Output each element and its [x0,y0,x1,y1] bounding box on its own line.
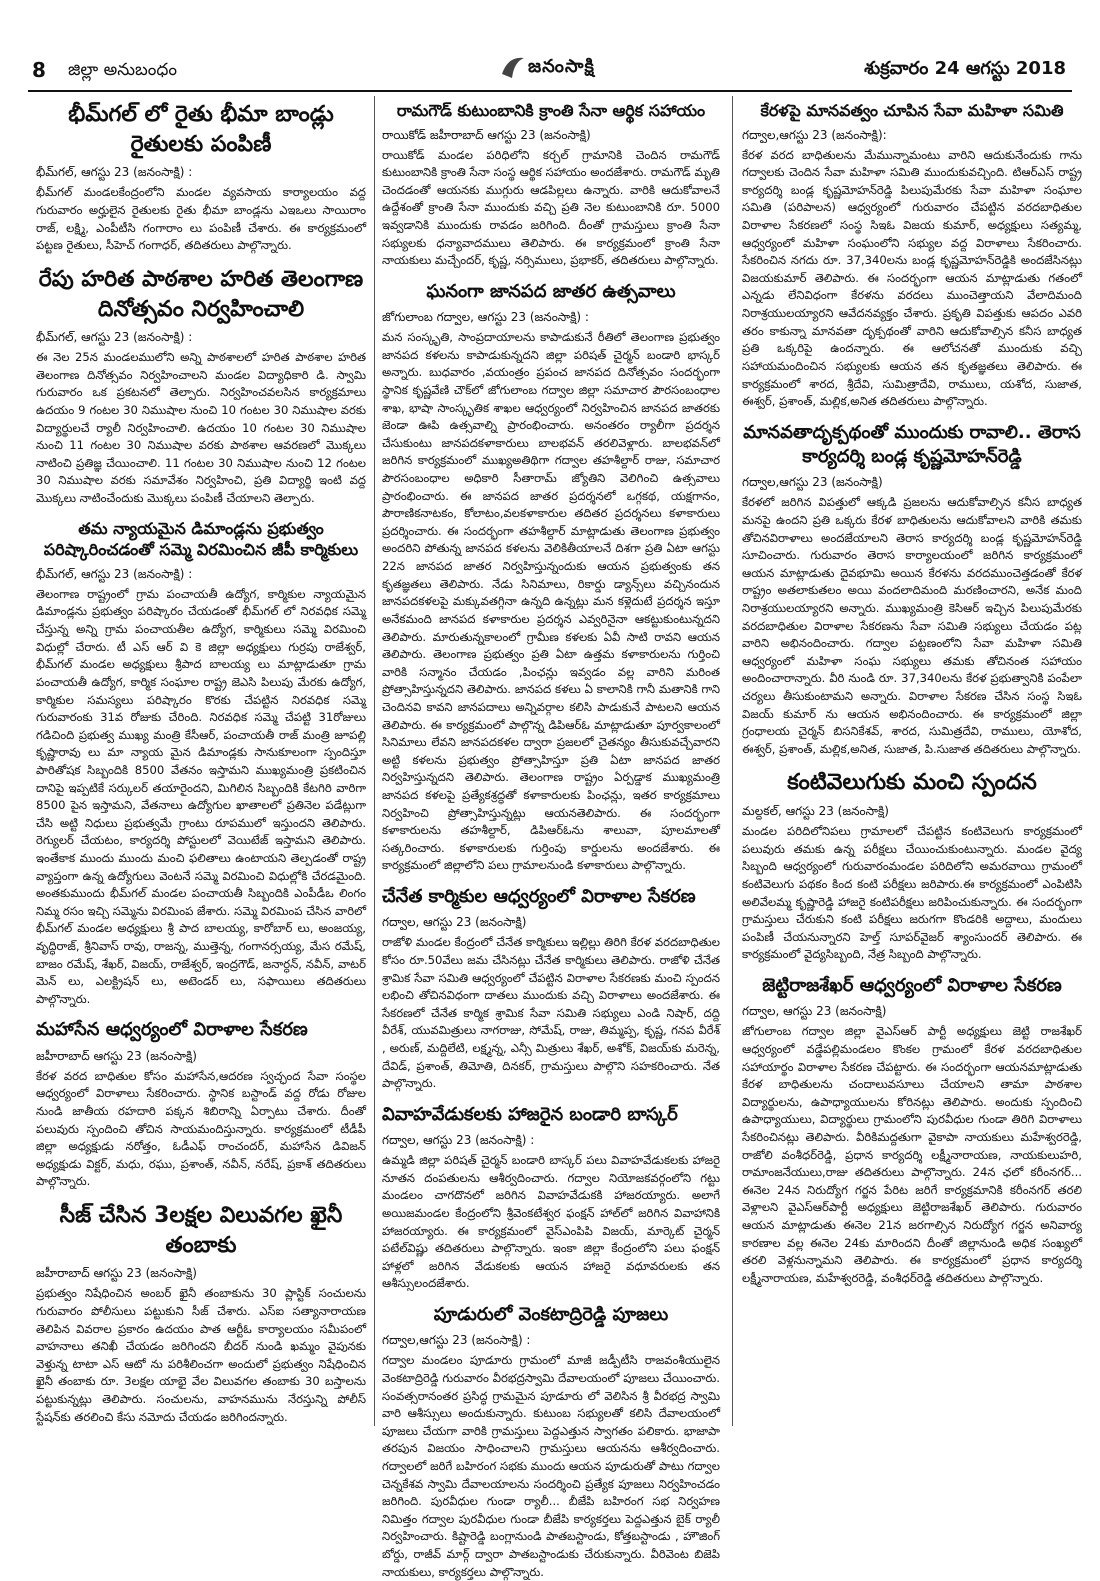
column-divider [374,96,375,1426]
article [382,100,720,270]
article-headline: భీమ్‌గల్‌ లో రైతు భీమా బాండ్లు రైతులకు పంపిణీ [68,102,334,157]
article-dateline: భీమ్‌గల్‌, ఆగస్టు 23 (జనంసాక్షి) : [36,566,193,581]
article-dateline: భీమ్‌గల్‌, ఆగస్టు 23 (జనంసాక్షి) : [36,165,193,180]
article-dateline: రాయికోడ్‌ జహీరాబాద్‌ ఆగస్టు 23 (జనంసాక్షి) [382,127,591,142]
article-headline: రేపు హరిత పాఠశాల హరిత తెలంగాణ దినోత్సవం నిర్వహించాలి [38,266,364,322]
article-headline: మహాసేన ఆధ్వర్యంలో విరాళాల సేకరణ [36,1019,308,1041]
article-body: భీమ్‌గల్‌ మండలకేంద్రంలోని మండల వ్యవసాయ కార్యాలయం వద్ద గురువారం అర్హులైన రైతులకు రైతు భీమా బాండ్లను ఎఇఒలు సాయిరాం రాజ్‌, లక్ష్మి, ఎంపీటీసి గంగారాం లు పంపిణీ చేశారు. ఈ కార్యక్రమంలో పట్టణ రైతులు, సీహెచ్‌ గంగాధర్‌, తదితరులు పాల్గొన్నారు. [36,185,366,253]
article-headline: తమ న్యాయమైన డిమాండ్లను ప్రభుత్వం పరిష్కారించడంతో సమ్మె విరమించిన జీపీ కార్మికులు [43,518,359,560]
article-body: మన సంస్కృతి, సాంప్రదాయాలను కాపాడుకునే రీతిలో తెలంగాణ ప్రభుత్వం జానపద కళలను కాపాడుకున్నదని జిల్లా పరిషత్‌ చైర్మన్‌ బండారి భాస్కర్‌ అన్నారు. బుధవారం ,వయంత్రం ప్రపంచ జానపద దినోత్సవం సందర్భంగా స్థానిక కృష్ణవేణి చౌక్‌లో జోగులాంబ గద్వాల జిల్లా సమాచార పౌరసంబంధాల శాఖ, భాషా సాంస్కృతిక శాఖల ఆధ్వర్యంలో నిర్వహించిన జానపద జాతరకు జెండా ఊపి ఉత్సవాల్ని ప్రారంభించారు. అనంతరం ర్యాలీగా ప్రదర్శన చేసుకుంటు జానపదకళాకారులు బాలభవన్‌ తరలివెళ్లారు. బాలభవన్‌లో జరిగిన కార్యక్రమంలో ముఖ్యఅతిథిగా గద్వాల తహశీల్దార్‌ రాజు, సమాచార పౌరసంబంధాల అధికారి సీతారామ్‌ జ్యోతిని వెలిగించి ఉత్సవాలు ప్రారంభించారు. ఈ జానపద జాతర ప్రదర్శనలో ఒగ్గకథ, యక్షగానం, పౌరాణికనాటకం, కోలాటం,వలకళాకారుల తదితర ప్రదర్శనలు కళాకారులు ప్రదర్శించారు. ఈ సందర్భంగా తహశీల్దార్‌ మాట్లాడుతు తెలంగాణ ప్రభుత్వం అందరిని పోతున్న జానపద కళలను వెలికితీయాలనే దిశగా ప్రతి ఏటా ఆగస్టు 22న జానపద జాతర నిర్వహిస్తున్నందుకు ఆయన ప్రభుత్వంకు తన కృతజ్ఞతలు తెలిపారు. నేడు సినిమాలు, రికార్డు డ్యాన్స్‌లు వచ్చినందున జానపదకళలపై మక్కువతగ్గినా ఉన్నది ఉన్నట్లు మన కళ్లెదుటే ప్రదర్శన ఇస్తూ అనేకమంది జానపద కళాకారుల ప్రదర్శన ఎవ్వరినైనా ఆకట్టుకుంటున్నదని తెలిపారు. మారుతున్నకాలంలో గ్రామీణ కళలకు ఏవీ సాటి రావని ఆయన తెలిపారు. తెలంగాణ ప్రభుత్వం ప్రతి ఏటా ఉత్తమ కళాకారులను గుర్తించి వారికి సన్మానం చేయడం ,పింఛన్లు ఇవ్వడం వల్ల వారిని మరింత ప్రోత్సాహిస్తున్నదని తెలిపారు. జానపద కళలు ఏ కాలానికి గానీ మతానికి గాని చెందినవి కావని జానపదాలు అన్నివర్గాల కలిసి పాడుకునే పాటలని ఆయన తెలిపారు. ఈ కార్యక్రమంలో పాల్గొన్న డిపిఆర్‌ఓ మాట్లాడుతూ పూర్వకాలంలో సినిమాలు లేవని జానపదకళల ద్వారా ప్రజలలో చైతన్యం తీసుకువచ్చేవారని అట్టి కళలను ప్రభుత్వం ప్రోత్సాహిస్తూ ప్రతి ఏటా జానపద జాతర నిర్వహిస్తున్నదని తెలిపారు. తెలంగాణ రాష్ట్రం ఏర్పడ్డాక ముఖ్యమంత్రి జానపద కళలపై ప్రత్యేకశ్రద్ధతో కళాకారులకు పింఛన్లు, ఇతర కార్యక్రమాలు నిర్వహించి ప్రోత్సాహిస్తున్నట్లు ఆయనతెలిపారు. ఈ సందర్భంగా కళాకారులను తహశీల్దార్‌, డిపిఆర్‌ఓను శాలువా, పూలమాలతో సత్కరించారు. కళాకారులకు గుర్తింపు కార్డులను అందజేశారు. ఈ కార్యక్రమంలో జిల్లాలోని పలు గ్రామాలనుండి కళాకారులు పాల్గొన్నారు. [382,330,720,873]
article [742,768,1082,964]
article-headline: ఘనంగా జానపద జాతర ఉత్సవాలు [426,280,676,302]
article-body: గద్వాల మండలం పూడూరు గ్రామంలో మాజీ జడ్పీటీసి రాజవంశీయులైన వెంకటాద్రిరెడ్డి గురువారం వీరభద్రస్వామి దేవాలయంలో పూజలు చేయించారు. సంవత్సరానంతర ప్రసిద్ధ గ్రామమైన పూడూరు లో వెలిసిన శ్రీ వీరభద్ర స్వామి వారి ఆశీస్సులు అందుకున్నారు. కుటుంబ సభ్యులతో కలిసి దేవాలయంలో పూజలు చేయగా వారికి గ్రామస్తులు పెద్దఎత్తున స్వాగతం పలికారు. భాజాపా తరపున విజయం సాధించాలని గ్రామస్తులు ఆయనను ఆశీర్వదించారు. గద్వాలలో జరిగే బహిరంగ సభకు ముందు ఆయన పూడురుతో పాటు గద్వాల చెన్నకేశవ స్వామి దేవాలయాలను సందర్శించి ప్రత్యేక పూజలు నిర్వహించడం జరిగింది. పురవీధుల గుండా ర్యాలీ... బీజేపి బహిరంగ సభ నిర్వహణ నిమిత్తం గద్వాల పురవీధుల గుండా బీజేపి కార్యకర్తలు పెద్దఎత్తున బైక్‌ ర్యాలీ నిర్వహించారు. కిష్టారెడ్డి బంగ్లానుండి పాతబస్టాండు, కోత్తబస్టాండు , హౌజింగ్‌ బోర్డు, రాజీవ్‌ మార్గ్‌ ద్వారా పాతబస్టాండుకు చేరుకున్నారు. వీరివెంట బిజెపి నాయకులు, కార్యకర్తలు పాల్గొన్నారు. [382,1353,720,1579]
column-divider [732,96,733,1426]
article-dateline: గద్వాల, ఆగస్టు 23 (జనంసాక్షి) [382,915,527,930]
article-headline: కంటివెలుగుకు మంచి స్పందన [787,770,1037,796]
article-headline: చేనేత కార్మికుల ఆధ్వర్యంలో విరాళాల సేకరణ [382,886,696,908]
column-middle [382,96,720,1579]
article [382,885,720,1093]
article [36,100,366,255]
masthead-emblem-icon [500,52,526,82]
masthead-title: జనంసాక్షి [528,56,595,77]
article-headline: జెట్టిరాజశేఖర్‌ ఆధ్వర్యంలో విరాళాల సేకరణ [762,975,1062,997]
page-header [28,48,1072,92]
article [36,265,366,508]
article-dateline: జోగులాంబ గద్వాల, ఆగస్టు 23 (జనంసాక్షి) : [382,310,589,325]
section-name: జిల్లా అనుబంధం [68,60,178,80]
column-left [36,96,366,1436]
article-body: జోగులాంబ గద్వాల జిల్లా వైఎస్‌ఆర్‌ పార్టీ అధ్యక్షులు జెట్టి రాజశేఖర్‌ ఆధ్వర్యంలో వడ్డేపల్లిమండలం కొంకల గ్రామంలో కేరళ వరదబాధితుల సహాయార్థం విరాళాల సేకరణ చేపట్టారు. ఈ సందర్భంగా ఆయనమాట్లాడుతు కేరళ బాధితులను చందాలువసూలు చేయాలని తామా పాఠశాల విద్యార్థులను, ఉపాధ్యాయులను కోరినట్లు తెలిపారు. అందుకు స్పందించి ఉపాధ్యాయులు, విద్యార్థులు గ్రామంలోని పురవీధుల గుండా తిరిగి విరాళాలు సేకరించినట్లు తెలిపారు. వీరికిమద్దతుగా వైకాపా నాయకులు మహేశ్వరరెడ్డి, రాజోలి వంశీధర్‌రెడ్డి, ప్రధాన కార్యదర్శి లక్ష్మీనారాయణ, నాయకులుహరి, రామాంజనేయులు,రాజు తదితరులు పాల్గొన్నారు. 24న ఛలో కరీంనగర్‌... ఈనెల 24న నిరుద్యోగ గర్జన పేరిట జరిగే కార్యక్రమానికి కరీంనగర్‌ తరలి వెళ్లాలని వైఎస్‌ఆర్‌పార్టీ అధ్యక్షులు జెట్టిరాజశేఖర్‌ తెలిపారు. గురువారం ఆయన మాట్లాడుతు ఈనెల 21న జరగాల్సిన నిరుద్యోగ గర్జన అనివార్య కారణాల వల్ల ఈనెల 24కు మారిందని దీంతో జిల్లానుండి అధిక సంఖ్యలో తరలి వెళ్లనున్నామని తెలిపారు. ఈ కార్యక్రమంలో ప్రధాన కార్యదర్శి లక్ష్మీనారాయణ, మహేశ్వరరెడ్డి, వంశీధర్‌రెడ్డి తదితరులు పాల్గొన్నారు. [742,1024,1082,1285]
article-headline: మానవతాదృక్పథంతో ముందుకు రావాలి.. తెరాస కార్యదర్శి బండ్ల కృష్ణమోహన్‌రెడ్డి [743,421,1081,468]
article [36,1018,366,1191]
article-dateline: గద్వాల,ఆగస్టు 23 (జనంసాక్షి) [742,475,883,490]
article-dateline: గద్వాల, ఆగస్టు 23 (జనంసాక్షి) [742,1004,887,1019]
article-dateline: గద్వాల, ఆగస్టు 23 (జనంసాక్షి) : [382,1133,535,1148]
article-headline: వివాహవేడుకలకు హాజరైన బండారి బాస్కర్‌ [382,1103,678,1125]
article-dateline: భీమ్‌గల్‌, ఆగస్టు 23 (జనంసాక్షి) : [36,330,193,345]
article [742,421,1082,759]
article-body: కేరళలో జరిగిన విపత్తులో ఆక్కడి ప్రజలను ఆదుకోవాల్సిన కనీస బాధ్యత మనపై ఉందని ప్రతి ఒక్కరు కేరళ బాధితులను ఆదుకోవాలని వారికి తమకు తోచినవిరాళాలు అందజేయాలని తెరాస కార్యదర్శి బండ్ల కృష్ణమోహన్‌రెడ్డి సూచించారు. గురువారం తెరాస కార్యాలయంలో జరిగిన కార్యక్రమంలో ఆయన మాట్లాడుతు దైవభూమి అయిన కేరళను వరదముంచెత్తడంతో కేరళ రాష్ట్రం అతలాకుతలం అయి వందలాదిమంది మరణించారని, అనేక మంది నిరాశ్రయులయ్యారని అన్నారు. ముఖ్యమంత్రి కెసిఆర్‌ ఇచ్చిన పిలుపుమేరకు వరదబాధితుల విరాళాల సేకరణను సేవా సమితి సభ్యులు చేయడం పట్ల వారిని అభినందించారు. గద్వాల పట్టణంలోని సేవా మహిళా సమితి ఆధ్వర్యంలో మహిళా సంఘ సభ్యులు తమకు తోచినంత సహాయం అందించారాన్నారు. వీరి నుండి రూ. 37,340లను కేరళ ప్రభుత్వానికి పంపేలా చర్యలు తీసుకుంటామని అన్నారు. విరాళాల సేకరణ చేసిన సంస్థ సిఇఓ విజయ్‌ కుమార్‌ ను ఆయన అభినందించారు. ఈ కార్యక్రమంలో జిల్లా గ్రంధాలయ చైర్మన్‌ బిసనికేశవ్‌, శారద, సుమిత్రదేవి, రాములు, యోశోద, ఈశ్వర్‌, ప్రశాంత్‌, మల్లిక,అనిత, సుజాత, పి.సుజాత తదితరులు పాల్గొన్నారు. [742,495,1082,756]
article-dateline: గద్వాల,ఆగస్టు 23 (జనంసాక్షి): [742,127,887,142]
article [382,1103,720,1293]
article-body: ప్రభుత్వం నిషేధించిన అంబర్‌ ఖైనీ తంబాకును 30 ప్లాస్టిక్‌ సంచులను గురువారం పోలీసులు పట్టుకుని సీజ్‌ చేశారు. ఎస్‌ఐ సత్యానారాయణ తెలిపిన వివరాల ప్రకారం ఉదయం పాత ఆర్టీఓ కార్యాలయం సమీపంలో వాహనాలు తనిఖీ చేయడం జరిగిందని బీదర్‌ నుండి ఖమ్మం వైపునకు వెళ్తున్న టాటా ఎస్‌ ఆటో ను పరిశీలించగా అందులో ప్రభుత్వం నిషేధించిన ఖైనీ తంబాకు రూ. 3లక్షల యాభై వేల విలువగల తంబాకు 30 బస్తాలను పట్టుకున్నట్లు తెలిపారు. సంచులను, వాహనమును నేరస్తున్ని పోలీస్‌ స్టేషన్‌కు తరలించి కేసు నమోదు చేయడం జరిగిందన్నారు. [36,1286,366,1424]
article [742,974,1082,1287]
article-dateline: జహీరాబాద్‌ ఆగస్టు 23 (జనంసాక్షి) [36,1266,197,1281]
masthead-logo [500,50,610,84]
article [382,1303,720,1581]
article-body: రాయికోడ్‌ మండల పరిధిలోని కర్చల్‌ గ్రామానికి చెందిన రామగౌడ్‌ కుటుంబానికి క్రాంతి సేనా సంస్థ ఆర్థిక సహాయం అందజేశారు. రామగౌడ్‌ మృతి చెందడంతో ఆయనకు ముగ్గురు ఆడపిల్లలు ఉన్నారు. వారికి ఆదుకోవాలనే ఉద్దేశంతో క్రాంతి సేనా ముందుకు వచ్చి ప్రతి నెల కుటుంబానికి రూ. 5000 ఇవ్వడానికి ముందుకు రావడం జరిగింది. దీంతో గ్రామస్తులు క్రాంతి సేనా సభ్యులకు ధన్యావాదములు తెలిపారు. ఈ కార్యక్రమంలో క్రాంతి సేనా నాయకులు మచ్చేందర్‌, కృష్ణ, నర్సిములు, ప్రభాకర్‌, తదితరులు పాల్గొన్నారు. [382,147,720,268]
page-number: 8 [32,58,46,82]
article-dateline: గద్వాల,ఆగస్టు 23 (జనంసాక్షి) : [382,1333,531,1348]
article-headline: రామగౌడ్‌ కుటుంబానికి క్రాంతి సేనా ఆర్థిక సహాయం [396,101,706,120]
issue-date: శుక్రవారం 24 ఆగస్టు 2018 [864,58,1066,79]
column-right [742,96,1082,1436]
article-dateline: మల్దకల్‌, ఆగస్టు 23 (జనంసాక్షి) [742,804,889,819]
article-dateline: జహీరాబాద్‌ ఆగస్టు 23 (జనంసాక్షి) [36,1048,197,1063]
article [36,1201,366,1426]
article-body: ఈ నెల 25న మండలములోని అన్ని పాఠశాలలో హరిత పాఠశాల హరిత తెలంగాణ దినోత్సవం నిర్వహించాలని మండల విద్యాధికారి డి. స్వామి గురువారం ఒక ప్రకటనలో తెల్పారు. నిర్వహించవలసిన కార్యక్రమాలు ఉదయం 9 గంటల 30 నిముషాల నుంచి 10 గంటల 30 నిముషాల వరకు విద్యార్థులచే ర్యాలీ నిర్వహించాలి. ఉదయం 10 గంటల 30 నిముషాల నుంచి 11 గంటల 30 నిముషాల వరకు పాఠశాల ఆవరణలో మొక్కలు నాటించి ప్రతిజ్ఞ చేయించాలి. 11 గంటల 30 నిముషాల నుంచి 12 గంటల 30 నిముషాల వరకు సమావేశం నిర్వహించి, ప్రతి విద్యార్థి ఇంటి వద్ద మొక్కలు నాటించేందుకు మొక్కలు పంపిణీ చేయాలని తెల్పారు. [36,350,366,506]
article [36,518,366,1009]
article-body: తెలంగాణ రాష్ట్రంలో గ్రామ పంచాయతీ ఉద్యోగ, కార్మికుల న్యాయమైన డిమాండ్లను ప్రభుత్వం పరిష్కారం చేయడంతో భీమ్‌గల్‌ లో నిరవధిక సమ్మె చేస్తున్న అన్ని గ్రామ పంచాయతీల ఉద్యోగ, కార్మికులు సమ్మె విరమించి విధుల్లో చేరారు. టీ ఎస్‌ ఆర్‌ వి కె జిల్లా అధ్యక్షులు గుర్రపు రాజేశ్వర్‌, భీమ్‌గల్‌ మండల అధ్యక్షులు శ్రీపాద బాలయ్య లు మాట్లాడుతూ గ్రామ పంచాయతీ ఉద్యోగ, కార్మిక సంఘాల రాష్ట్ర జెఎసి పిలుపు మేరకు ఉద్యోగ, కార్మికుల సమస్యలు పరిష్కారం కొరకు చేపట్టిన నిరవధిక సమ్మె గురువారంకు 31వ రోజుకు చేరింది. నిరవధిక సమ్మె చేపట్టి 31రోజులు గడిచింది ప్రభుత్వ ముఖ్య మంత్రి కేసీఆర్‌, పంచాయతీ రాజ్‌ మంత్రి జూపల్లి కృష్ణారావు లు మా న్యాయ మైన డిమాండ్లకు సానుకూలంగా స్పందిస్తూ పారితోషక సిబ్బందికి 8500 వేతనం ఇస్తామని ముఖ్యమంత్రి ప్రకటించిన దానిపై ఇప్పటికే సర్కులర్‌ తయారైందని, మిగిలిన సిబ్బందికి కేటగిరి వారిగా 8500 పైన ఇస్తామని, వేతనాలు ఉద్యోగుల ఖాతాలలో ప్రతినెల పడేట్లుగా చేసి అట్టి నిధులు ప్రభుత్వమే గ్రాంటు రూపములో ఇస్తుందని తెలిపారు. రెగ్యులర్‌ చేయటం, కార్యదర్శి పోస్టులలో వెయిటేజ్‌ ఇస్తామని తెలిపారు. ఇంతేకాక ముందు ముందు మంచి ఫలితాలు ఉంటాయని తెల్పడంతో రాష్ట్ర వ్యాప్తంగా ఉన్న ఉద్యోగులు వెంటనే సమ్మె విరమించి విధుల్లోకి చేరడమైంది. అంతకుముందు భీమ్‌గల్‌ మండల పంచాయతీ సిబ్బందికి ఎంపీడీఒ లింగం నిమ్మ రసం ఇచ్చి సమ్మెను విరమింప జేశారు. సమ్మె విరమింప చేసిన వారిలో భీమ్‌గల్‌ మండల అధ్యక్షులు శ్రీ పాద బాలయ్య, కారోబార్‌ లు, అంజయ్య, వృద్ధిరాజ్‌, శ్రీనివాస్‌ రావు, రాజన్న, ముత్తెన్న, గంగానర్సయ్య, మేస రమేష్‌, బాజం రమేష్‌, శేఖర్‌, విజయ్‌, రాజేశ్వర్‌, ఇంద్రగౌడ్‌, జనార్ధన్‌, నవీన్‌, వాటర్‌ మెన్‌ లు, ఎలక్ట్రిషన్‌ లు, అటెండర్‌ లు, సఫాయిలు తదితరులు పాల్గొన్నారు. [36,586,366,1006]
article-body: రాజోళి మండల కేంద్రంలో చేనేత కార్మికులు ఇల్లిల్లు తిరిగి కేరళ వరదబాధితుల కోసం రూ.50వేలు జమ చేసినట్లు చేనేత కార్మికులు తెలిపారు. రాజోళి చేనేత శ్రామిక సేవా సమితి ఆధ్వర్యంలో చేపట్టిన విరాళాల సేకరణకు మంచి స్పందన లభించి తోచినవిధంగా దాతలు ముందుకు వచ్చి విరాళాలు అందజేశారు. ఈ సేకరణలో చేనేత కార్మిక శ్రామిక సేవా సమితి సభ్యులు ఎండి నిషార్‌, దద్ది వీరేశ్‌, యువమిత్రులు నాగరాజు, సోమేష్‌, రాజు, తిమ్మప్ప, కృష్ణ, గనప వీరేశ్‌ , అరుణ్‌, మద్దిలేటి, లక్ష్మన్న, ఎన్సీ మిత్రులు శేఖర్‌, అశోక్‌, విజయ్‌కు మరెన్న, దేవిడ్‌, ప్రశాంత్‌, తిమోతి, దినకర్‌, గ్రామస్తులు పాల్గొని సహకరించారు. నేత పాల్గొన్నారు. [382,935,720,1091]
article-headline: సీజ్‌ చేసిన 3లక్షల విలువగల ఖైనీ తంబాకు [59,1203,343,1258]
article-body: కేరళ వరద బాధితుల కోసం మహాసేన,ఆదరణ స్వచ్ఛంద సేవా సంస్థల ఆధ్వర్యంలో విరాళాలు సేకరించారు. స్థానిక బస్టాండ్‌ వద్ద రోడు రోజుల నుండి జాతీయ రహదారి పక్కన శిబిరాన్ని ఏర్పాటు చేశారు. దీంతో పలువురు స్పందించి తోచిన సాయమందిస్తున్నారు. కార్యక్రమంలో టీడీపీ జిల్లా అధ్యక్షుడు నరోత్తం, ఓడీఎఫ్‌ రాంచందర్‌, మహాసేన డివిజన్‌ అధ్యక్షుడు విక్టర్‌, మధు, రఘు, ప్రశాంత్‌, నవీన్‌, నరేష్‌, ప్రకాశ్‌ తదితరులు పాల్గొన్నారు. [36,1068,366,1189]
article-headline: కేరళపై మానవత్వం చూపిన సేవా మహిళా సమితి [760,101,1064,120]
article [742,100,1082,411]
article-body: మండల పరిదిలోనిపలు గ్రామాలలో చేపట్టిన కంటివెలుగు కార్యక్రమంలో పలువురు తమకు ఉన్న పరీక్షలు చేయించుకుంటున్నారు. మండల వైద్య సిబ్బంది ఆధ్వర్యంలో గురువారంమండల పరిదిలోని అమరవాయి గ్రామంలో కంటివెలుగు పథకం కింద కంటి పరీక్షలు జరిపారు.ఈ కార్యక్రమంలో ఎంపిటిసి అలివేలమ్మ కృష్ణారెడ్డి హాజరై కంటిపరీక్షలు జరిపించుకున్నారు. ఈ సందర్భంగా గ్రామస్తులు చేరుకుని కంటి పరీక్షలు జరుగగా కొండరికి అద్దాలు, మందులు పంపిణీ చేయనున్నారని హెల్త్‌ సూపర్‌వైజర్‌ శ్యాంసుందర్‌ తెలిపారు. ఈ కార్యక్రమంలో వైద్యసిబ్బంది, నేత్ర సిబ్బంది పాల్గొన్నారు. [742,824,1082,962]
article-headline: పూడురులో వెంకటాద్రిరెడ్డి పూజలు [433,1304,669,1325]
article-body: ఉమ్మడి జిల్లా పరిషత్‌ చైర్మన్‌ బండారి బాస్కర్‌ పలు వివాహవేడుకలకు హాజరై నూతన దంపతులను ఆశీర్వదించారు. గద్వాల నియోజకవర్గంలోని గట్టు మండలం చాగదొనలో జరిగిన వివాహవేడుకకి హాజరయ్యారు. అలాగే అయిజమండల కేంద్రంలోని శ్రీవెంకటేశ్వర ఫంక్షన్‌ హాల్‌లో జరిగిన వివాహానికి హాజరయ్యారు. ఈ కార్యక్రమంలో వైస్‌ఎంపిపి విజయ్‌, మార్కెట్‌ చైర్మన్‌ పటేల్‌విష్ణు తదితరులు పాల్గొన్నారు. ఇంకా జిల్లా కేంద్రంలోని పలు ఫంక్షన్‌ హాళ్లలో జరిగిన వేడుకలకు ఆయన హాజరై వధూవరులకు తన ఆశీస్సులందజేశారు. [382,1153,720,1291]
article-body: కేరళ వరద బాధితులను మేమున్నామంటు వారిని ఆదుకునేందుకు గాను గద్వాలకు చెందిన సేవా మహిళా సమితి ముందుకువచ్చింది. టిఆర్‌ఎస్‌ రాష్ట్ర కార్యదర్శి బండ్ల కృష్ణమోహన్‌రెడ్డి పిలుపుమేరకు సేవా మహిళా సంఘాల సమితి (పరిపాలన) ఆధ్వర్యంలో గురువారం చేపట్టిన వరదబాధితుల విరాళాల సేకరణలో సంస్థ సిఇఓ విజయ కుమార్‌, అధ్యక్షులు సత్యమ్మ, ఆధ్వర్యంలో మహిళా సంఘంలోని సభ్యుల వద్ద విరాళాలు సేకరించారు. సేకరించిన నగదు రూ. 37,340లను బండ్ల కృష్ణమోహన్‌రెడ్డికి అందజేసినట్లు విజయకుమార్‌ తెలిపారు. ఈ సందర్భంగా ఆయన మాట్లాడుతు గతంలో ఎన్నడు లేనివిధంగా కేరళను వరదలు ముంచెత్తాయని వేలాదిమంది నిరాశ్రయులయ్యారని ఆవేదనవ్యక్తం చేశారు. ప్రకృతి విపత్తుకు ఆపదం ఎవరి తరం కాకున్నా మానవతా దృక్పథంతో వారిని ఆదుకోవాల్సిన కనీస బాధ్యత ప్రతి ఒక్కరిపై ఉందన్నారు. ఈ ఆలోచనతో ముందుకు వచ్చి సహాయమందించిన సభ్యులకు ఆయన తన కృతజ్ఞతలు తెలిపారు. ఈ కార్యక్రమంలో శారద, శ్రీదేవి, సుమిత్రాదేవి, రాములు, యశోద, సుజాత, ఈశ్వర్‌, ప్రశాంత్‌, మల్లిక,అనిత తదితరులు పాల్గొన్నారు. [742,147,1082,409]
article [382,280,720,875]
